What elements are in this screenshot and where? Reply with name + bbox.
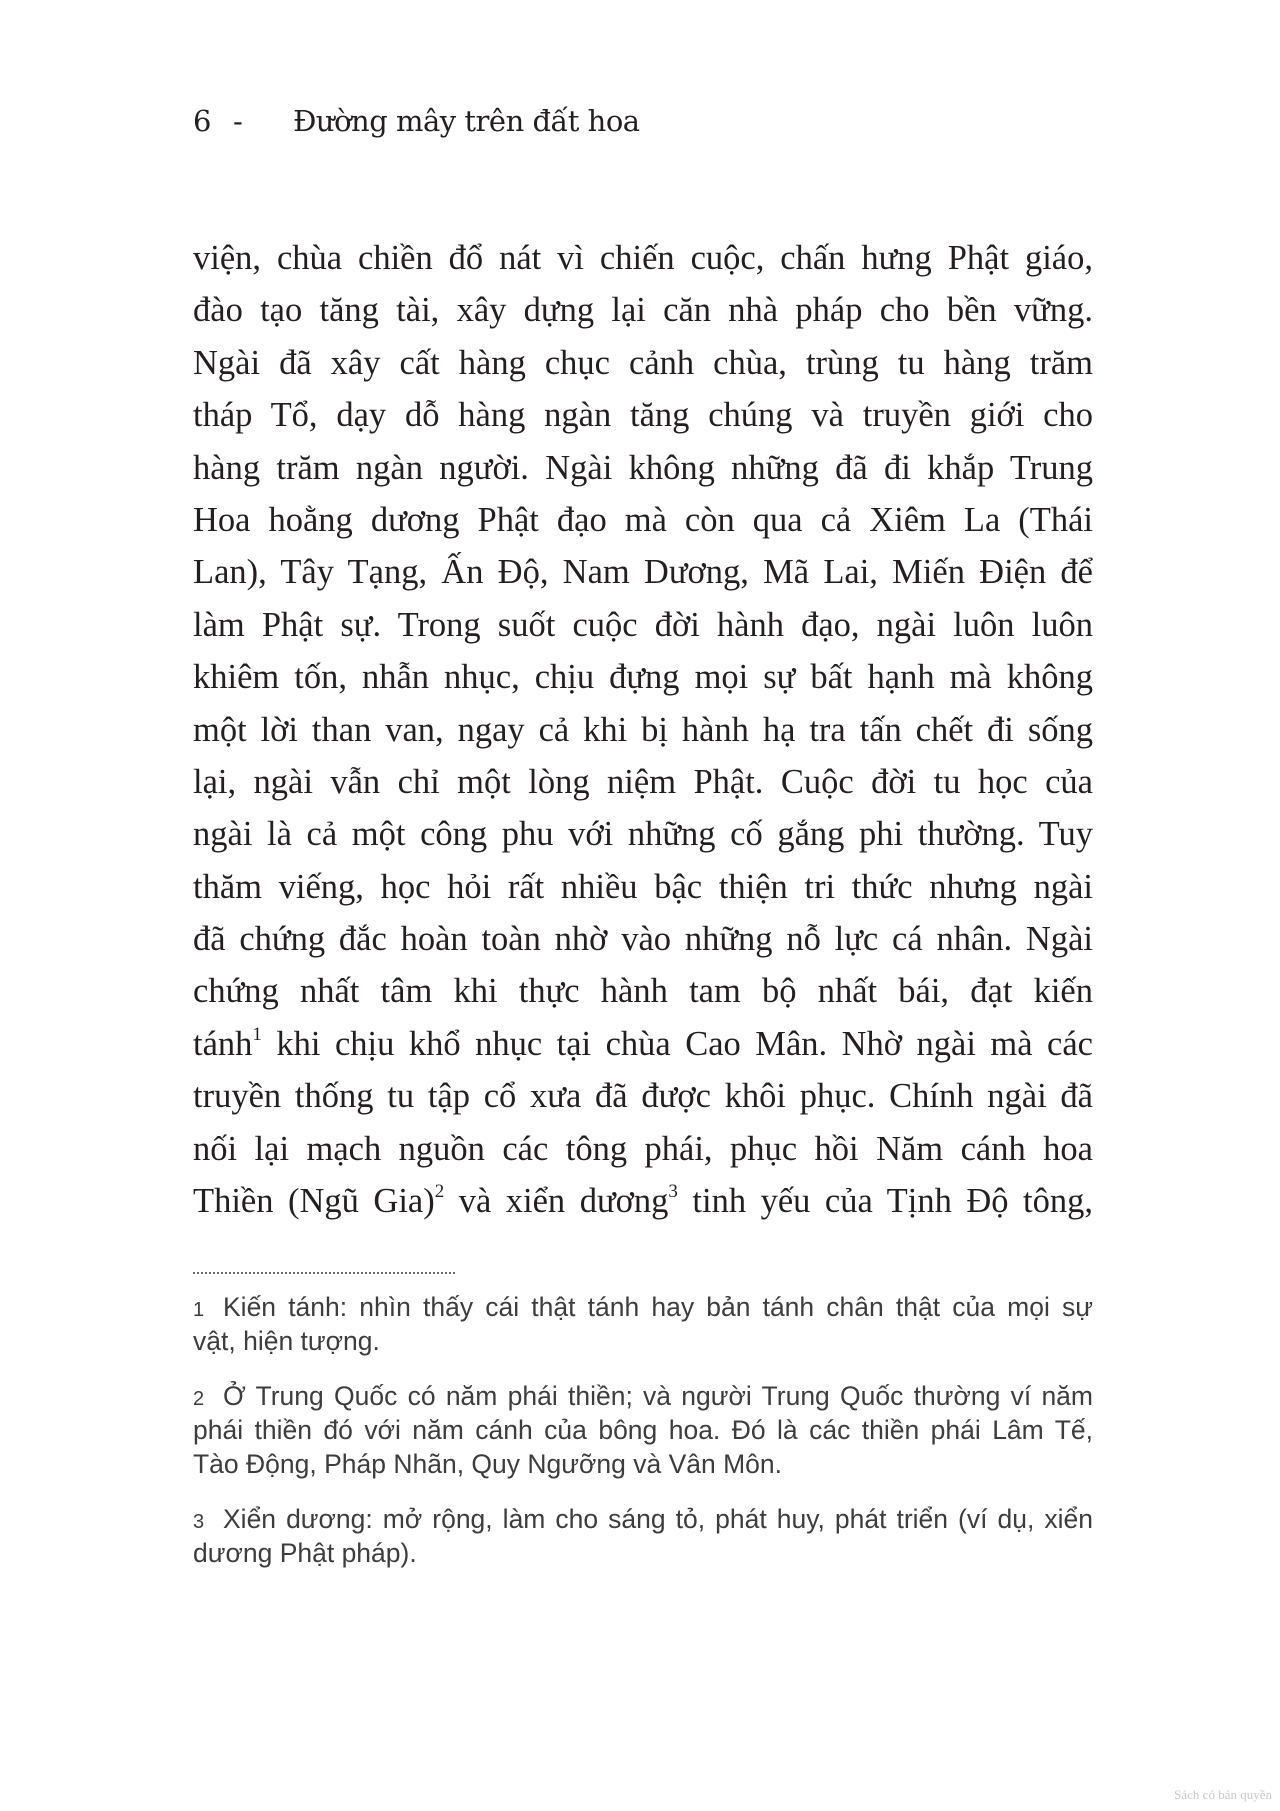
text-line: chứng nhất tâm khi thực hành tam bộ nhất bái, đạt kiến	[193, 972, 1093, 1011]
footnote-1	[193, 1290, 1093, 1358]
text-line: Lan), Tây Tạng, Ấn Độ, Nam Dương, Mã Lai, Miến Điện để	[193, 553, 1093, 592]
text-line: đã chứng đắc hoàn toàn nhờ vào những nỗ lực cá nhân. Ngài	[193, 920, 1093, 959]
footnote-number: 2	[193, 1388, 205, 1410]
text-line: nối lại mạch nguồn các tông phái, phục hồi Năm cánh hoa	[193, 1129, 1093, 1168]
text-line: làm Phật sự. Trong suốt cuộc đời hành đạo, ngài luôn luôn	[193, 605, 1093, 644]
footnote-text: Kiến tánh: nhìn thấy cái thật tánh hay bản tánh chân thật của mọi sự	[223, 1292, 1093, 1322]
footnote-divider	[193, 1272, 455, 1274]
footnote-line	[193, 1379, 1093, 1413]
text-run: khi chịu khổ nhục tại chùa Cao Mân. Nhờ ngài mà các	[261, 1024, 1093, 1063]
footnote-3	[193, 1502, 1093, 1570]
text-line: Hoa hoằng dương Phật đạo mà còn qua cả Xiêm La (Thái	[193, 500, 1093, 539]
footnote-number: 1	[193, 1299, 205, 1321]
text-line: lại, ngài vẫn chỉ một lòng niệm Phật. Cuộc đời tu học của	[193, 762, 1093, 801]
footnote-line: phái thiền đó với năm cánh của bông hoa. Đó là các thiền phái Lâm Tế,	[193, 1415, 1093, 1445]
text-run: Thiền (Ngũ Gia)	[193, 1182, 435, 1221]
text-line: ngài là cả một công phu với những cố gắng phi thường. Tuy	[193, 815, 1093, 854]
text-line: hàng trăm ngàn người. Ngài không những đã đi khắp Trung	[193, 448, 1093, 487]
footnote-line: Tào Động, Pháp Nhãn, Quy Ngưỡng và Vân Môn.	[193, 1449, 783, 1479]
footnote-ref-1: 1	[252, 1023, 262, 1045]
footnotes	[193, 1290, 1093, 1591]
text-run: tinh yếu của Tịnh Độ tông,	[677, 1182, 1093, 1221]
text-line: thăm viếng, học hỏi rất nhiều bậc thiện tri thức nhưng ngài	[193, 867, 1093, 906]
main-text	[193, 232, 1093, 1227]
text-run: tánh	[193, 1024, 253, 1063]
text-line: tháp Tổ, dạy dỗ hàng ngàn tăng chúng và truyền giới cho	[193, 396, 1093, 435]
text-line	[193, 1175, 1093, 1227]
text-run: và xiển dương	[444, 1182, 669, 1221]
page-number: 6	[193, 104, 211, 138]
header-separator: -	[233, 104, 243, 138]
footnote-line	[193, 1290, 1093, 1324]
running-header	[193, 104, 640, 138]
text-line: Ngài đã xây cất hàng chục cảnh chùa, trùng tu hàng trăm	[193, 343, 1093, 382]
book-title: Đường mây trên đất hoa	[293, 104, 640, 138]
text-line: một lời than van, ngay cả khi bị hành hạ tra tấn chết đi sống	[193, 710, 1093, 749]
footnote-number: 3	[193, 1511, 205, 1533]
footnote-ref-3: 3	[668, 1181, 678, 1203]
footnote-text: Ở Trung Quốc có năm phái thiền; và người Trung Quốc thường ví năm	[223, 1381, 1093, 1411]
text-line: khiêm tốn, nhẫn nhục, chịu đựng mọi sự bất hạnh mà không	[193, 658, 1093, 697]
footnote-ref-2: 2	[434, 1181, 445, 1203]
footnote-line: dương Phật pháp).	[193, 1538, 417, 1568]
footnote-text: Xiển dương: mở rộng, làm cho sáng tỏ, phát huy, phát triển (ví dụ, xiển	[223, 1504, 1093, 1534]
watermark: Sách có bản quyền	[1174, 1787, 1272, 1802]
footnote-2	[193, 1379, 1093, 1481]
text-line: đào tạo tăng tài, xây dựng lại căn nhà pháp cho bền vững.	[193, 291, 1093, 330]
footnote-line	[193, 1502, 1093, 1536]
text-line	[193, 1018, 1093, 1070]
footnote-line: vật, hiện tượng.	[193, 1326, 380, 1356]
text-line: viện, chùa chiền đổ nát vì chiến cuộc, chấn hưng Phật giáo,	[193, 239, 1093, 277]
text-line: truyền thống tu tập cổ xưa đã được khôi phục. Chính ngài đã	[193, 1077, 1093, 1116]
